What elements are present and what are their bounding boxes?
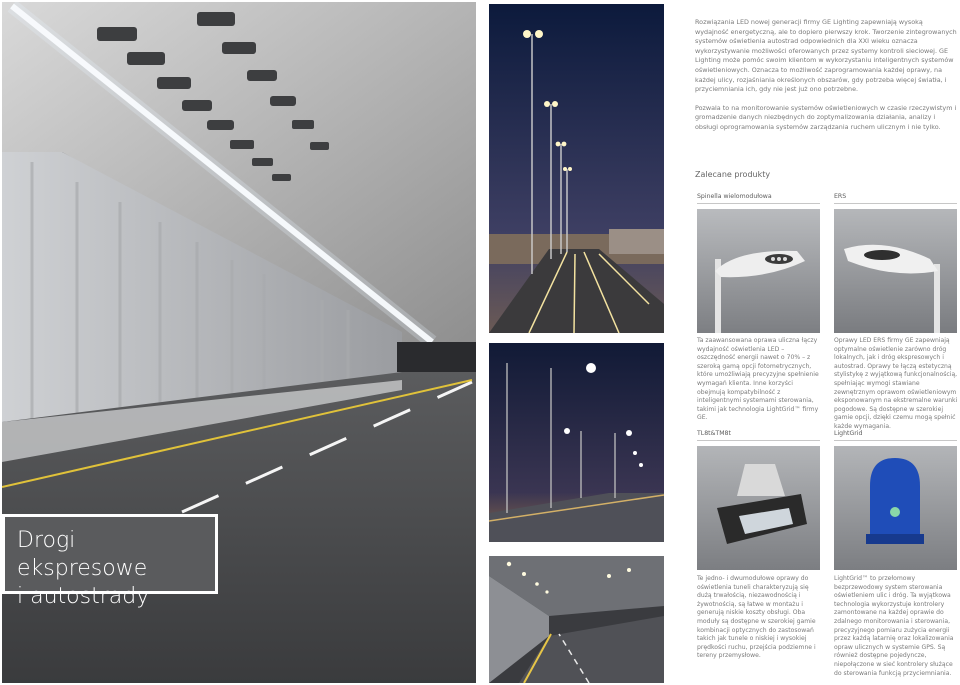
section-title-line1: Drogi ekspresowe (17, 528, 148, 581)
product-image-ers (834, 209, 957, 333)
road-streetlights-photo (489, 343, 664, 542)
intro-paragraph-1: Rozwiązania LED nowej generacji firmy GE Lighting zapewniają wysoką wydajność energetyczną, ale to dopiero pierwszy krok. Tworzenie zintegrowanych systemów oświetlenia autostrad odpowiednich dla XXI wieku oznacza wykorzystywanie możliwości oferowanych przez systemy kontroli sieciowej. GE Lighting może pomóc swoim klientom w wykorzystaniu inteligentnych systemów oświetleniowych. Oznacza to możliwość zaprogramowania każdej oprawy, na każdej ulicy, rozjaśniania określonych obszarów, gdy potrzeba więcej światła, i przyciemniania ich, gdy nie jest już ono potrzebne. (695, 18, 957, 94)
section-title-box (2, 514, 218, 609)
recommended-products-heading: Zalecane produkty (695, 170, 771, 179)
product-label-spinella: Spinella wielomodułowa (697, 193, 820, 204)
product-label-lightgrid: LightGrid (834, 430, 957, 441)
section-title-line2: i autostrady (17, 584, 150, 609)
product-desc-spinella: Ta zaawansowana oprawa uliczna łączy wydajność oświetlenia LED – oszczędność energii nawet o 70% – z szeroką gamą opcji fotometrycznych, które umożliwiają precyzyjne spełnienie wymagań klienta. Inne korzyści obejmują kompatybilność z inteligentnymi systemami sterowania, takimi jak technologia LightGrid™ firmy GE. (697, 337, 819, 422)
tunnel-interior-photo (489, 556, 664, 683)
product-desc-ers: Oprawy LED ERS firmy GE zapewniają optymalne oświetlenie zarówno dróg lokalnych, jak i dróg ekspresowych i autostrad. Oprawy te łączą estetyczną stylistykę z wyjątkową funkcjonalnością, spełniając wymogi stawiane zewnętrznym oprawom oświetleniowym eksponowanym na ekstremalne warunki pogodowe. Są dostępne w szerokiej gamie opcji, dzięki czemu mogą spełnić każde wymagania. (834, 337, 958, 430)
product-image-lightgrid (834, 446, 957, 570)
product-image-tl8t (697, 446, 820, 570)
product-desc-lightgrid: LightGrid™ to przełomowy bezprzewodowy system sterowania oświetleniem ulic i dróg. Ta wyjątkowa technologia wykorzystuje kontrolery zamontowane na każdej oprawie do zdalnego monitorowania i sterowania, precyzyjnego pomiaru zużycia energii przez każdą latarnię oraz lokalizowania opraw ulicznych w systemie GPS. Są również dostępne pojedyncze, niepołączone w sieć kontrolery służące do sterowania funkcją przyciemniania. (834, 575, 954, 677)
product-image-spinella (697, 209, 820, 333)
product-desc-tl8t: Te jedno- i dwumodułowe oprawy do oświetlenia tuneli charakteryzują się dużą trwałością, niezawodnością i żywotnością, są łatwe w montażu i generują niskie koszty obsługi. Oba moduły są dostępne w szerokiej gamie kombinacji optycznych do zastosowań takich jak tunele o niskiej i wysokiej prędkości ruchu, przejścia podziemne i tereny przemysłowe. (697, 575, 816, 660)
intro-paragraph-2: Pozwala to na monitorowanie systemów oświetleniowych w czasie rzeczywistym i gromadzenie danych niezbędnych do zoptymalizowania działania, analizy i obsługi oprogramowania systemów zarządzania ruchem ulicznym i nie tylko. (695, 103, 957, 131)
section-title (5, 517, 215, 609)
product-label-tl8t: TL8t&TM8t (697, 430, 820, 441)
intro-text (695, 18, 957, 142)
product-label-ers: ERS (834, 193, 957, 204)
highway-night-photo (489, 4, 664, 333)
